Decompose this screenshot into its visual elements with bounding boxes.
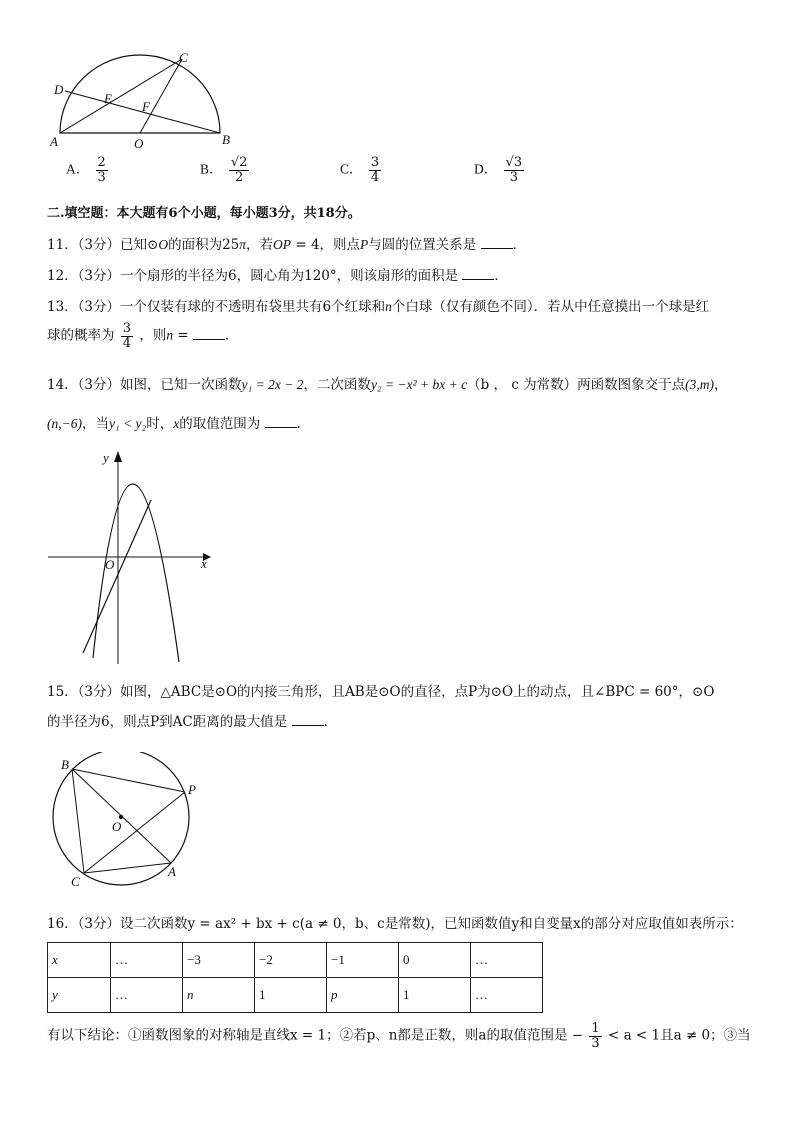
section-2-heading: 二.填空题：本大题有6个小题，每小题3分，共18分。 (47, 206, 361, 221)
table-cell: n (183, 978, 255, 1013)
x-axis-label: x (201, 556, 207, 571)
table-row (48, 943, 543, 978)
label-E: E (104, 91, 112, 106)
label-C: C (179, 50, 188, 65)
table-cell: −1 (327, 943, 399, 978)
option-c-fraction: $\frac{3}{4}$ (370, 155, 380, 185)
answer-blank-14[interactable] (265, 415, 297, 428)
label-O: O (134, 136, 144, 151)
table-row (48, 978, 543, 1013)
answer-blank-15[interactable] (292, 713, 324, 726)
question-15-line2: 的半径为6，则点P到AC距离的最大值是 ． (47, 714, 338, 730)
label-A: A (50, 134, 58, 149)
answer-blank-13[interactable] (193, 327, 225, 340)
question-13-line2: 球的概率为 $\frac{3}{4}$ ，则n = ． (47, 321, 239, 351)
option-a: A． $\frac{2}{3}$ (66, 155, 106, 185)
label-D: D (54, 82, 64, 97)
option-b-fraction: $\frac{√2}{2}$ (230, 155, 248, 185)
table-cell: … (471, 943, 543, 978)
option-d-fraction: $\frac{√3}{3}$ (505, 155, 523, 185)
label-B: B (61, 757, 69, 772)
question-15-line1: 15．（3分）如图，△ABC是⊙O的内接三角形，且AB是⊙O的直径，点P为⊙O上的动点，且∠BPC = 60°，⊙O (47, 684, 715, 700)
option-a-fraction: $\frac{2}{3}$ (97, 155, 106, 185)
question-11: 11．（3分）已知⊙O的面积为25π，若OP = 4，则点P与圆的位置关系是 ． (47, 237, 527, 253)
label-B: B (222, 132, 230, 147)
table-cell: … (111, 978, 183, 1013)
question-16-line1: 16．（3分）设二次函数y = ax² + bx + c(a ≠ 0，b、c是常数)，已知函数值y和自变量x的部分对应取值如表所示： (47, 916, 743, 932)
table-cell: −3 (183, 943, 255, 978)
value-table (47, 942, 543, 1013)
answer-blank-11[interactable] (481, 236, 513, 249)
table-cell: p (327, 978, 399, 1013)
probability-fraction: $\frac{3}{4}$ (122, 321, 132, 351)
question-13-line1: 13．（3分）一个仅装有球的不透明布袋里共有6个红球和n个白球（仅有颜色不同）．若从中任意摸出一个球是红 (47, 299, 710, 315)
origin-label: O (105, 557, 115, 572)
option-d: D． $\frac{√3}{3}$ (474, 155, 523, 185)
figure-q14-graph (45, 448, 220, 666)
label-C: C (71, 874, 80, 889)
table-cell: 1 (399, 978, 471, 1013)
answer-blank-12[interactable] (462, 267, 494, 280)
option-b: B． $\frac{√2}{2}$ (200, 155, 248, 185)
option-c: C． $\frac{3}{4}$ (340, 155, 380, 185)
table-cell: −2 (255, 943, 327, 978)
figure-q15-circle (45, 752, 205, 892)
range-fraction: $\frac{1}{3}$ (591, 1021, 600, 1051)
table-cell: 0 (399, 943, 471, 978)
label-P: P (188, 782, 196, 797)
question-16-line2: 有以下结论：①函数图象的对称轴是直线x = 1；②若p、n都是正数，则a的取值范围是 − $\frac{1}{3}$ < a < 1且a ≠ 0；③当 (47, 1021, 751, 1051)
label-F: F (142, 99, 150, 114)
label-O: O (112, 819, 122, 834)
y-axis-arrow-icon (114, 451, 122, 462)
table-cell: 1 (255, 978, 327, 1013)
y-axis-label: y (103, 450, 109, 465)
question-14-line2: (n,−6)，当y₁ < y₂时，x的取值范围为 ． (47, 416, 311, 432)
label-A: A (168, 864, 176, 879)
question-12: 12．（3分）一个扇形的半径为6，圆心角为120°，则该扇形的面积是 ． (47, 268, 508, 284)
table-cell: y (48, 978, 111, 1013)
figure-q10-semicircle (48, 48, 248, 153)
table-cell: … (471, 978, 543, 1013)
table-cell: … (111, 943, 183, 978)
question-14-line1: 14．（3分）如图，已知一次函数y₁ = 2x − 2，二次函数y₂ = −x² + bx + c（b ， c 为常数）两函数图象交于点(3,m)， (47, 377, 728, 393)
table-cell: x (48, 943, 111, 978)
